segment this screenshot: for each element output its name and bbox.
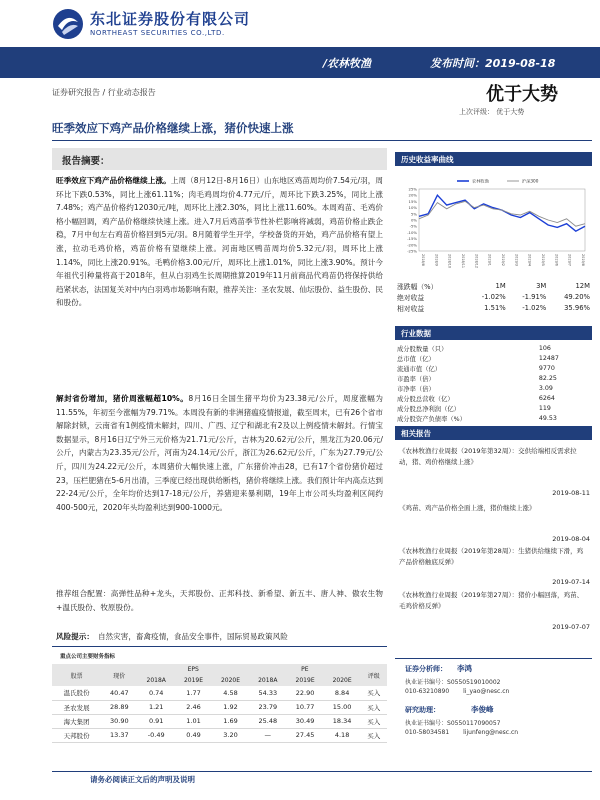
cell-pe: 54.33 (258, 688, 278, 697)
y-tick-label: -20% (407, 242, 417, 248)
related-heading: 相关报告 (401, 429, 431, 438)
chart-heading-bar (395, 152, 592, 166)
analyst-role: 研究助理： (405, 706, 440, 714)
returns-table (397, 280, 590, 313)
analyst-license: 执业证书编号：S0550117090057 (405, 720, 501, 727)
cell-rating: 买入 (367, 703, 381, 712)
industry-value: 12487 (538, 354, 559, 362)
y-tick-label: -10% (407, 229, 417, 235)
cell-eps: 1.92 (223, 703, 238, 711)
col-year: 2019E (175, 675, 212, 686)
cell-eps: -0.49 (147, 731, 165, 739)
y-tick-label: 5% (410, 211, 417, 217)
col-year: 2019E (287, 675, 324, 686)
table-row (397, 413, 590, 423)
y-tick-label: 10% (408, 205, 417, 211)
cell-pe: 10.77 (295, 703, 315, 711)
y-tick-label: 15% (408, 198, 417, 204)
x-tick-label: 2019/6 (554, 254, 559, 266)
industry-heading-bar (395, 326, 592, 340)
x-tick-label: 2019/2 (501, 254, 505, 266)
company-name-en: NORTHEAST SECURITIES CO.,LTD. (90, 29, 225, 37)
returns-value: 35.96% (564, 303, 590, 312)
industry-table (397, 343, 590, 423)
x-tick-label: 2018/12 (474, 254, 479, 269)
industry-heading: 行业数据 (401, 329, 431, 338)
col-price: 现价 (101, 664, 137, 686)
col-rating: 评级 (361, 664, 387, 686)
col-year: 2020E (324, 675, 361, 686)
analyst-name: 李鸿 (457, 664, 472, 673)
report-title: 旺季效应下鸡产品价格继续上涨，猪价快速上涨 (52, 121, 294, 135)
cell-eps: 0.49 (186, 731, 201, 739)
plot-frame (419, 189, 585, 251)
company-name-cn: 东北证券股份有限公司 (90, 10, 251, 28)
returns-header-cell: 3M (536, 281, 547, 290)
table-row (397, 363, 590, 373)
breadcrumb: 证券研究报告 / 行业动态报告 (52, 88, 156, 97)
table-row (52, 714, 387, 728)
analyst-role: 证券分析师： (405, 665, 447, 673)
footer-divider (52, 771, 592, 772)
returns-value: -1.02% (481, 292, 506, 301)
cell-pe: 18.34 (332, 717, 352, 725)
table-row (397, 373, 590, 383)
return-chart (395, 173, 592, 273)
header-banner (0, 47, 600, 78)
col-year: 2018A (137, 675, 175, 686)
industry-value: 9770 (538, 364, 555, 372)
returns-label: 绝对收益 (397, 293, 425, 302)
related-report-link[interactable]: 《农林牧渔行业周报（2019年第27周）：猪价小幅回落，鸡苗、毛鸡价格反弹》 (399, 591, 584, 610)
analyst-license: 执业证书编号：S0550519010002 (405, 679, 501, 686)
cell-pe: 30.49 (295, 717, 315, 725)
risk-divider (52, 646, 387, 647)
industry-label: 成分股数量（只） (397, 345, 448, 353)
industry-value: 106 (538, 344, 551, 352)
y-tick-label: 25% (408, 186, 417, 192)
industry-value: 6264 (538, 394, 555, 402)
x-tick-label: 2018/10 (447, 254, 452, 269)
table-row (397, 383, 590, 393)
returns-label: 相对收益 (397, 304, 425, 313)
publish-date: 发布时间：2019-08-18 (430, 57, 556, 70)
cell-pe: 22.90 (295, 688, 315, 697)
x-tick-label: 2018/9 (434, 254, 439, 266)
col-year: 2018A (249, 675, 287, 686)
returns-header-cell: 12M (575, 281, 590, 290)
col-eps: EPS (137, 664, 249, 675)
col-year: 2020E (212, 675, 249, 686)
industry-label: 成分股总营收（亿） (397, 395, 454, 403)
cell-price: 13.37 (110, 731, 129, 739)
company-logo (52, 6, 282, 42)
cell-rating: 买入 (367, 689, 381, 698)
y-tick-label: -25% (407, 248, 417, 254)
summary-heading-box (52, 148, 387, 170)
analyst-contact: 010-63210890 li_yao@nesc.cn (405, 688, 510, 695)
earnings-table (52, 664, 387, 743)
cell-price: 28.89 (110, 703, 129, 711)
cell-eps: 2.46 (186, 703, 201, 711)
rating-badge: 优于大势 (486, 84, 558, 105)
related-report-date: 2019-08-04 (552, 535, 590, 543)
returns-header-cell: 涨跌幅（%） (397, 282, 438, 291)
industry-label: 流通市值（亿） (397, 365, 442, 373)
table-row (397, 403, 590, 413)
cell-company: 天邦股份 (63, 731, 90, 740)
y-tick-label: -15% (407, 236, 417, 242)
risk-warning: 风险提示： 自然灾害，畜禽疫情，食品安全事件，国际贸易政策风险 (56, 632, 288, 641)
analyst-box (395, 658, 592, 750)
returns-value: 49.20% (564, 292, 590, 301)
summary-paragraph-portfolio: 推荐组合配置：高弹性品种+龙头，天邦股份、正邦科技、新希望、新五丰、唐人神、傲农生物+温氏股份、牧原股份。 (56, 589, 383, 612)
cell-rating: 买入 (367, 731, 381, 740)
table-row (397, 393, 590, 403)
returns-value: 1.51% (484, 303, 506, 312)
col-company: 股票 (52, 664, 101, 686)
table-row (52, 686, 387, 700)
x-tick-label: 2019/8 (581, 254, 585, 266)
returns-value: -1.02% (522, 303, 547, 312)
cell-eps: 1.21 (148, 703, 164, 711)
x-tick-label: 2018/11 (461, 254, 465, 269)
related-report-date: 2019-07-07 (552, 623, 590, 631)
summary-paragraph-hog: 解封省份增加，猪价周涨幅超10%。8月16日全国生猪平均价为23.38元/公斤，周度涨幅为11.55%，年初至今涨幅为79.71%。本周没有新的非洲猪瘟疫情报道，截至周末，已有26个省市解除封锁，云南省有1例疫情未解封，四川、广西、辽宁和湖北有2及以上例疫情未解封。行情宝数据显示，8月16日辽宁外三元价格为21.71元/公斤，吉林为20.62元/公斤，黑龙江为20.06元/公斤，内蒙古为23.35元/公斤，河南为24.14元/公斤，浙江为26.62元/公斤，广东为27.79元/公斤，四川为24.22元/公斤，本周猪价大幅快速上涨，广东猪价冲击28，已有17个省份猪价超过23，压栏肥猪在5-6月出清，三季度已经出现供给断档，猪价将继续上涨。我们预计年内高点达到22-24元/公斤，全年均价达到17-18元/公斤，养猪迎来暴利期，19年上市公司头均盈利区间约400-500元，2020年头均盈利达到900-1000元。 (56, 394, 383, 512)
cell-pe: 27.45 (295, 731, 315, 739)
cell-pe: 23.79 (258, 703, 278, 711)
industry-value: 82.25 (538, 374, 557, 382)
table-row (397, 353, 590, 363)
series-line-1 (419, 201, 585, 226)
cell-pe: 4.18 (334, 731, 350, 739)
industry-value: 49.53 (538, 414, 557, 422)
table-row (52, 728, 387, 742)
x-tick-label: 2018/8 (421, 254, 425, 266)
cell-eps: 1.77 (186, 688, 201, 697)
related-report-date: 2019-07-14 (552, 578, 590, 586)
returns-header-row (397, 280, 590, 291)
industry-label: 成分股资产负债率（%） (397, 415, 466, 423)
cell-price: 40.47 (110, 688, 129, 697)
industry-value: 119 (538, 404, 551, 412)
analyst-contact: 010-58034581 lijunfeng@nesc.cn (405, 729, 519, 736)
returns-header-cell: 1M (495, 281, 506, 290)
cell-company: 温氏股份 (63, 689, 90, 698)
related-report-link[interactable]: 《农林牧渔行业周报（2019年第28周）：生猪供给继续下滑，鸡产品价格触底反弹》 (399, 547, 584, 566)
x-tick-label: 2019/5 (541, 254, 545, 266)
series-line-0 (419, 195, 585, 231)
cell-eps: 0.74 (148, 688, 164, 697)
x-tick-label: 2019/1 (487, 254, 492, 266)
cell-eps: 3.20 (223, 731, 238, 739)
sector-label: /农林牧渔 (323, 57, 372, 70)
logo-emblem-icon (52, 8, 84, 40)
cell-price: 30.90 (110, 717, 129, 725)
returns-value: -1.91% (522, 292, 547, 301)
cell-pe: — (264, 731, 272, 739)
y-tick-label: 0% (410, 217, 417, 223)
table-row (397, 302, 590, 313)
previous-rating: 上次评级： 优于大势 (459, 108, 525, 116)
related-report-link[interactable]: 《农林牧渔行业周报（2019年第32周）：交供给端相反需求拉动，猪、鸡价格继续上涨》 (399, 447, 577, 466)
y-tick-label: -5% (409, 223, 417, 229)
cell-pe: 25.48 (258, 717, 278, 725)
industry-label: 总市值（亿） (397, 355, 435, 363)
cell-company: 海大集团 (63, 717, 90, 726)
table-row (397, 291, 590, 302)
cell-rating: 买入 (367, 717, 381, 726)
x-tick-label: 2019/4 (527, 254, 532, 266)
industry-label: 市盈率（倍） (397, 375, 435, 383)
cell-pe: 8.84 (334, 688, 350, 697)
industry-value: 3.09 (538, 384, 553, 392)
table-row (52, 700, 387, 714)
cell-eps: 4.58 (223, 688, 238, 697)
title-divider (52, 140, 592, 141)
industry-label: 市净率（倍） (397, 385, 435, 393)
related-report-date: 2019-08-11 (552, 489, 590, 497)
table-row (397, 343, 590, 353)
related-heading-bar (395, 426, 592, 440)
cell-eps: 1.69 (223, 717, 238, 725)
x-tick-label: 2019/3 (514, 254, 519, 266)
industry-label: 成分股总净利润（亿） (397, 405, 460, 413)
cell-eps: 1.01 (186, 717, 201, 725)
cell-pe: 15.00 (332, 703, 352, 711)
legend-label: 沪深300 (522, 178, 539, 184)
x-tick-label: 2019/7 (567, 254, 572, 266)
analyst-name: 李俊峰 (471, 705, 494, 714)
y-tick-label: 20% (408, 192, 417, 198)
col-pe: PE (249, 664, 361, 675)
cell-company: 圣农发展 (63, 703, 90, 712)
chart-heading: 历史收益率曲线 (401, 155, 454, 164)
related-report-link[interactable]: 《鸡苗、鸡产品价格全面上涨，猪价继续上涨》 (399, 504, 536, 512)
legend-label: 农林牧渔 (472, 178, 489, 184)
summary-paragraph-poultry: 旺季效应下鸡产品价格继续上涨。上周（8月12日-8月16日）山东地区鸡苗周均价7.54元/羽，周环比下跌0.53%，同比上涨61.11%；肉毛鸡周均价4.77元/斤，周环比下跌3.25%，同比上涨7.48%；鸡产品价格约12030元/吨，周环比上涨2.30%，同比上涨11.60%。本周鸡苗、毛鸡价格小幅回调，鸡产品价格继续快速上涨。进入7月后鸡苗季节性补栏影响将减弱，鸡苗价格止跌企稳，7月中旬左右鸡苗价格回到5元/羽。8月随着学生开学，学校备货的开始，鸡产品价格有望上涨，拉动毛鸡价格，鸡苗价格有望继续上涨。河南地区鸭苗周均价5.32元/羽，周环比上涨1.14%，同比上涨20.91%。毛鸭价格3.00元/斤，周环比上涨1.01%，同比上涨3.90%。预计今年祖代引种量将高于2018年，但从白羽鸡生长周期推算2019年11月前商品代鸡苗仍将保持供给趋紧状态，法国复关对中内白羽鸡市场影响有限，推荐关注：圣农发展、仙坛股份、益生股份、民和股份。 (56, 176, 383, 308)
summary-heading: 报告摘要： (62, 156, 110, 167)
cell-eps: 0.91 (148, 717, 164, 725)
footer-disclaimer: 请务必阅读正文后的声明及说明 (90, 775, 195, 784)
earnings-table-title: 重点公司主要财务指标 (60, 654, 116, 660)
